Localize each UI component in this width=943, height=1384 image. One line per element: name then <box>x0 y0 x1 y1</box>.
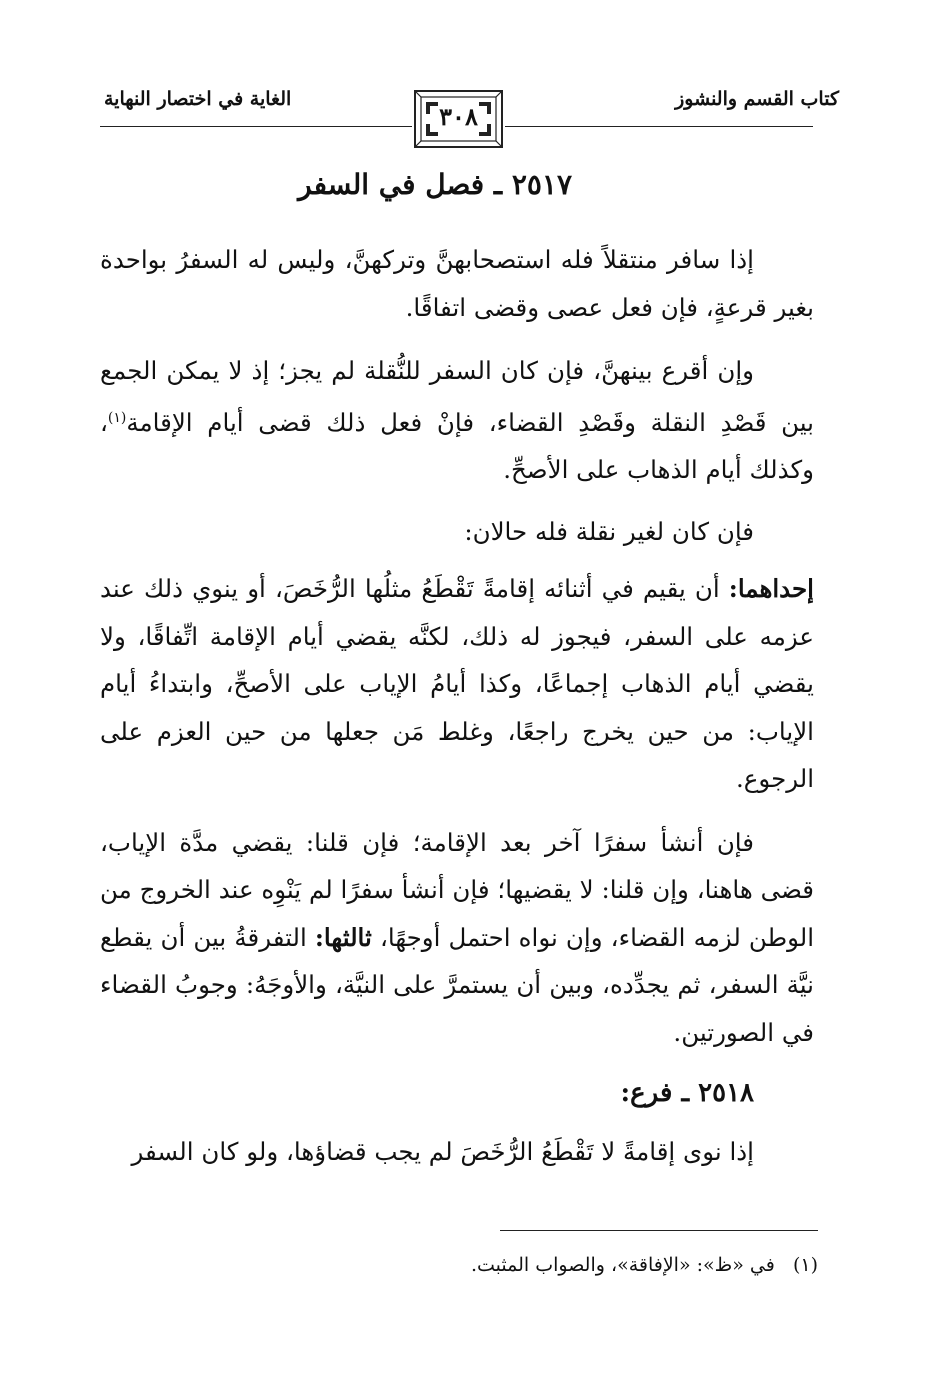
paragraph-text: ، وكذلك أيام الذهاب على الأصحِّ. <box>100 407 814 485</box>
case-label: إحداهما: <box>728 574 814 604</box>
paragraph-travel-relocation: إذا سافر منتقلاً فله استصحابهنَّ وتركهنَّ، وليس له السفرُ بواحدة بغير قرعةٍ، فإن فعل عصى وقضى اتفاقًا. <box>100 245 814 322</box>
book-running-title: الغاية في اختصار النهاية <box>104 88 292 110</box>
footnote-number: (١) <box>792 1254 818 1276</box>
page-number: ٣٠٨ <box>439 102 478 131</box>
page-number-frame <box>412 88 505 150</box>
header-rule-right <box>505 126 813 127</box>
footnote-text: في «ظ»: «الإفاقة»، والصواب المثبت. <box>470 1254 775 1276</box>
subsection-heading: ٢٥١٨ ـ فرع: <box>620 1078 754 1109</box>
paragraph-new-journey <box>100 819 814 1057</box>
paragraph-text: التفرقةُ بين أن يقطع نيَّة السفر، ثم يجدِّده، وبين أن يستمرَّ على النيَّة، والأوجَهُ: وجوبُ القضاء في الصورتين. <box>100 922 814 1047</box>
main-text <box>100 236 814 1175</box>
section-heading: ٢٥١٧ ـ فصل في السفر <box>298 168 572 201</box>
third-view-label: ثالثها: <box>314 922 372 952</box>
chapter-running-title: كتاب القسم والنشوز <box>675 88 839 110</box>
paragraph-text: فإن أنشأ سفرًا آخر بعد الإقامة؛ فإن قلنا: يقضي مدَّة الإياب، قضى هاهنا، وإن قلنا: لا يقضيها؛ فإن أنشأ سفرًا لم يَنْوِه عند الخروج من الوطن لزمه القضاء، وإن نواه احتمل أوجهًا، <box>100 827 815 952</box>
paragraph-text: أن يقيم في أثنائه إقامةً تَقْطَعُ مثلُها الرُّخَصَ، أو ينوي ذلك عند عزمه على السفر، فيجوز له ذلك، لكنَّه يقضي أيام الإقامة اتِّفاقًا، ولا يقضي أيام الذهاب إجماعًا، وكذا أيامُ الإياب على الأصحِّ، وابتداءُ أيام الإياب: من حين يخرج راجعًا، وغلط مَن جعلها من حين العزم على الرجوع. <box>100 574 814 794</box>
paragraph-text: وإن أقرع بينهنَّ، فإن كان السفر للنُّقلة لم يجز؛ إذ لا يمكن الجمع بين قَصْدِ النقلة وقَصْدِ القضاء، فإنْ فعل ذلك قضى أيام الإقامة <box>100 356 814 437</box>
paragraph-lot-casting <box>100 347 814 494</box>
footnote-divider <box>500 1230 818 1231</box>
header-rule-left <box>100 126 412 127</box>
footnote-marker: (١) <box>107 409 127 426</box>
paragraph-residence-intent: إذا نوى إقامةً لا تَقْطَعُ الرُّخَصَ لم يجب قضاؤها، ولو كان السفر <box>131 1136 754 1166</box>
paragraph-two-cases: فإن كان لغير نقلة فله حالان: <box>464 516 754 546</box>
footnote <box>100 1254 818 1276</box>
paragraph-first-case <box>100 565 814 803</box>
